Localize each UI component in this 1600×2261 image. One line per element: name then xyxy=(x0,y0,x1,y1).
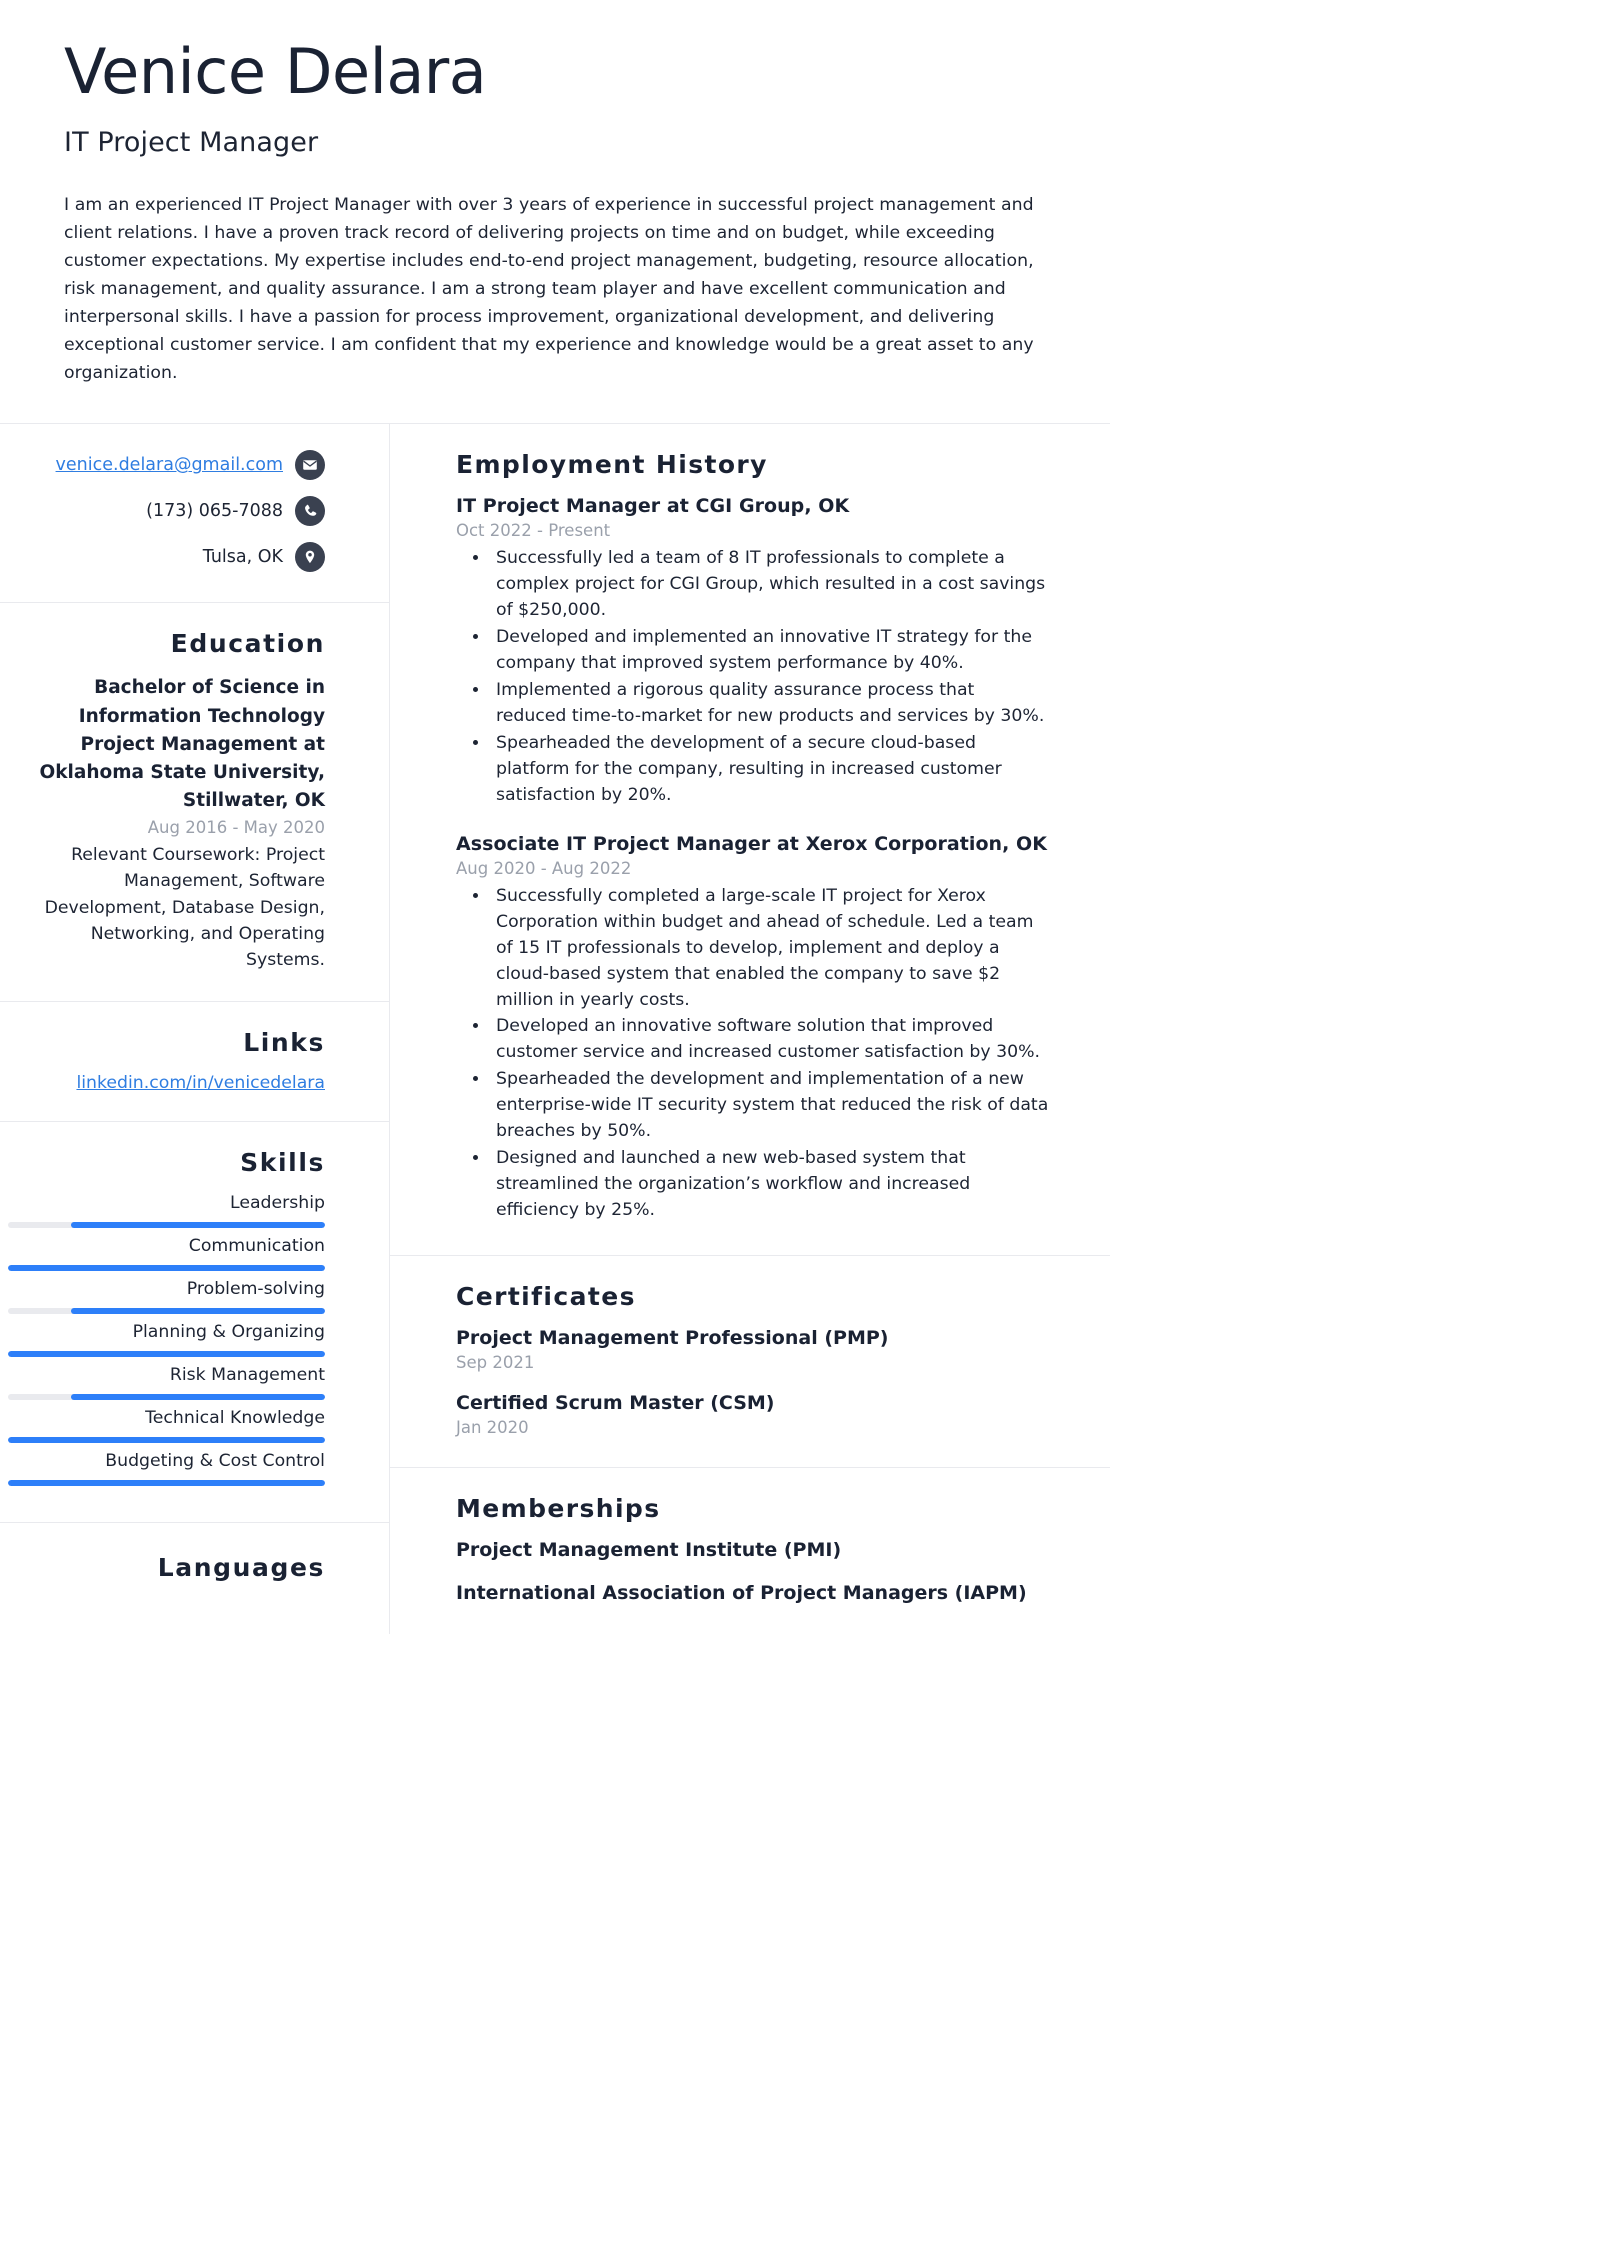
skills-heading: Skills xyxy=(240,1148,325,1178)
contact-section xyxy=(0,424,389,603)
employment-bullet: • Developed an innovative software solution that improved customer service and increased customer satisfaction by 30%. xyxy=(490,1014,1050,1066)
memberships-section xyxy=(390,1468,1110,1634)
skill-item xyxy=(8,1193,325,1228)
education-section xyxy=(0,603,389,1002)
employment-bullet: • Designed and launched a new web-based system that streamlined the organization’s workflow and increased efficiency by 25%. xyxy=(490,1146,1050,1224)
employment-heading: Employment History xyxy=(456,450,768,480)
employment-bullet: • Successfully completed a large-scale IT project for Xerox Corporation within budget and ahead of schedule. Led a team of 15 IT professionals to develop, implement and deploy a cloud-based system that enabled the company to save $2 million in yearly costs. xyxy=(490,884,1050,1014)
skill-progress-track xyxy=(8,1222,325,1228)
employment-bullet: • Developed and implemented an innovative IT strategy for the company that improved system performance by 40%. xyxy=(490,625,1050,677)
certificate-item xyxy=(456,1327,1050,1372)
professional-summary: I am an experienced IT Project Manager with over 3 years of experience in successful project management and client relations. I have a proven track record of delivering projects on time and on budget, while exceeding customer expectations. My expertise includes end-to-end project management, budgeting, resource allocation, risk management, and quality assurance. I am a strong team player and have excellent communication and interpersonal skills. I have a passion for process improvement, organizational development, and delivering exceptional customer service. I am confident that my experience and knowledge would be a great asset to any organization. xyxy=(64,195,1034,384)
links-section xyxy=(0,1002,389,1122)
skill-progress-track xyxy=(8,1480,325,1486)
employment-date: Oct 2022 - Present xyxy=(456,521,611,541)
map-pin-icon xyxy=(295,542,325,572)
contact-location-row xyxy=(8,542,325,572)
certificate-item xyxy=(456,1392,1050,1437)
certificates-section xyxy=(390,1256,1110,1468)
contact-email-value[interactable]: venice.delara@gmail.com xyxy=(55,455,283,476)
skill-progress-track xyxy=(8,1351,325,1357)
education-heading: Education xyxy=(170,629,325,659)
skill-item xyxy=(8,1408,325,1443)
employment-item xyxy=(456,833,1050,1224)
skill-label: Planning & Organizing xyxy=(132,1322,325,1343)
skill-progress-fill xyxy=(71,1222,325,1228)
certificate-date: Jan 2020 xyxy=(456,1417,529,1437)
education-degree: Bachelor of Science in Information Technology Project Management at Oklahoma State University, Stillwater, OK xyxy=(39,677,325,811)
skill-item xyxy=(8,1451,325,1486)
page-title: Venice Delara xyxy=(64,35,487,108)
envelope-icon xyxy=(295,450,325,480)
skill-progress-fill xyxy=(8,1437,325,1443)
certificate-name: Project Management Professional (PMP) xyxy=(456,1326,889,1349)
employment-bullets xyxy=(456,546,1050,808)
employment-section xyxy=(390,424,1110,1256)
certificates-list xyxy=(456,1327,1050,1437)
skill-label: Risk Management xyxy=(169,1365,325,1386)
memberships-list xyxy=(456,1539,1050,1604)
skill-label: Technical Knowledge xyxy=(145,1408,325,1429)
certificates-heading: Certificates xyxy=(456,1281,636,1311)
contact-phone-row[interactable] xyxy=(8,496,325,526)
main-content xyxy=(390,424,1110,1634)
languages-section xyxy=(0,1523,389,1626)
sidebar xyxy=(0,424,390,1634)
contact-email-row[interactable] xyxy=(8,450,325,480)
membership-item: Project Management Institute (PMI) xyxy=(456,1538,842,1561)
skill-label: Communication xyxy=(188,1236,325,1257)
skills-section xyxy=(0,1122,389,1523)
skill-item xyxy=(8,1365,325,1400)
skill-progress-fill xyxy=(8,1265,325,1271)
skill-progress-track xyxy=(8,1437,325,1443)
certificate-date: Sep 2021 xyxy=(456,1352,535,1372)
employment-bullet: • Spearheaded the development and implementation of a new enterprise-wide IT security system that reduced the risk of data breaches by 50%. xyxy=(490,1067,1050,1145)
memberships-heading: Memberships xyxy=(456,1493,661,1523)
education-description: Relevant Coursework: Project Management, Software Development, Database Design, Networking, and Operating Systems. xyxy=(44,844,325,971)
contact-phone-value: (173) 065-7088 xyxy=(146,501,283,522)
employment-bullet: • Successfully led a team of 8 IT professionals to complete a complex project for CGI Group, which resulted in a cost savings of $250,000. xyxy=(490,546,1050,624)
link-linkedin[interactable]: linkedin.com/in/venicedelara xyxy=(76,1073,325,1094)
links-heading: Links xyxy=(243,1028,325,1058)
employment-item xyxy=(456,495,1050,808)
employment-title: Associate IT Project Manager at Xerox Corporation, OK xyxy=(456,832,1048,855)
skill-label: Problem-solving xyxy=(186,1279,325,1300)
employment-list xyxy=(456,495,1050,1224)
skill-progress-track xyxy=(8,1394,325,1400)
resume-body xyxy=(0,423,1110,1634)
languages-heading: Languages xyxy=(157,1553,325,1583)
resume-header xyxy=(0,36,1110,387)
phone-icon xyxy=(295,496,325,526)
skill-label: Leadership xyxy=(230,1193,325,1214)
skill-progress-track xyxy=(8,1265,325,1271)
skill-label: Budgeting & Cost Control xyxy=(105,1451,325,1472)
certificate-name: Certified Scrum Master (CSM) xyxy=(456,1391,775,1414)
skill-item xyxy=(8,1236,325,1271)
skill-progress-fill xyxy=(8,1351,325,1357)
employment-bullet: • Implemented a rigorous quality assurance process that reduced time-to-market for new products and services by 30%. xyxy=(490,678,1050,730)
skill-progress-track xyxy=(8,1308,325,1314)
skills-list xyxy=(8,1193,325,1486)
contact-location-value: Tulsa, OK xyxy=(202,547,283,568)
job-title-subtitle: IT Project Manager xyxy=(64,127,319,159)
employment-date: Aug 2020 - Aug 2022 xyxy=(456,858,632,878)
skill-progress-fill xyxy=(71,1394,325,1400)
skill-item xyxy=(8,1322,325,1357)
employment-bullets xyxy=(456,884,1050,1224)
education-date: Aug 2016 - May 2020 xyxy=(147,817,325,837)
skill-item xyxy=(8,1279,325,1314)
skill-progress-fill xyxy=(71,1308,325,1314)
employment-title: IT Project Manager at CGI Group, OK xyxy=(456,495,850,518)
employment-bullet: • Spearheaded the development of a secure cloud-based platform for the company, resulting in increased customer satisfaction by 20%. xyxy=(490,731,1050,809)
membership-item: International Association of Project Managers (IAPM) xyxy=(456,1581,1027,1604)
skill-progress-fill xyxy=(8,1480,325,1486)
